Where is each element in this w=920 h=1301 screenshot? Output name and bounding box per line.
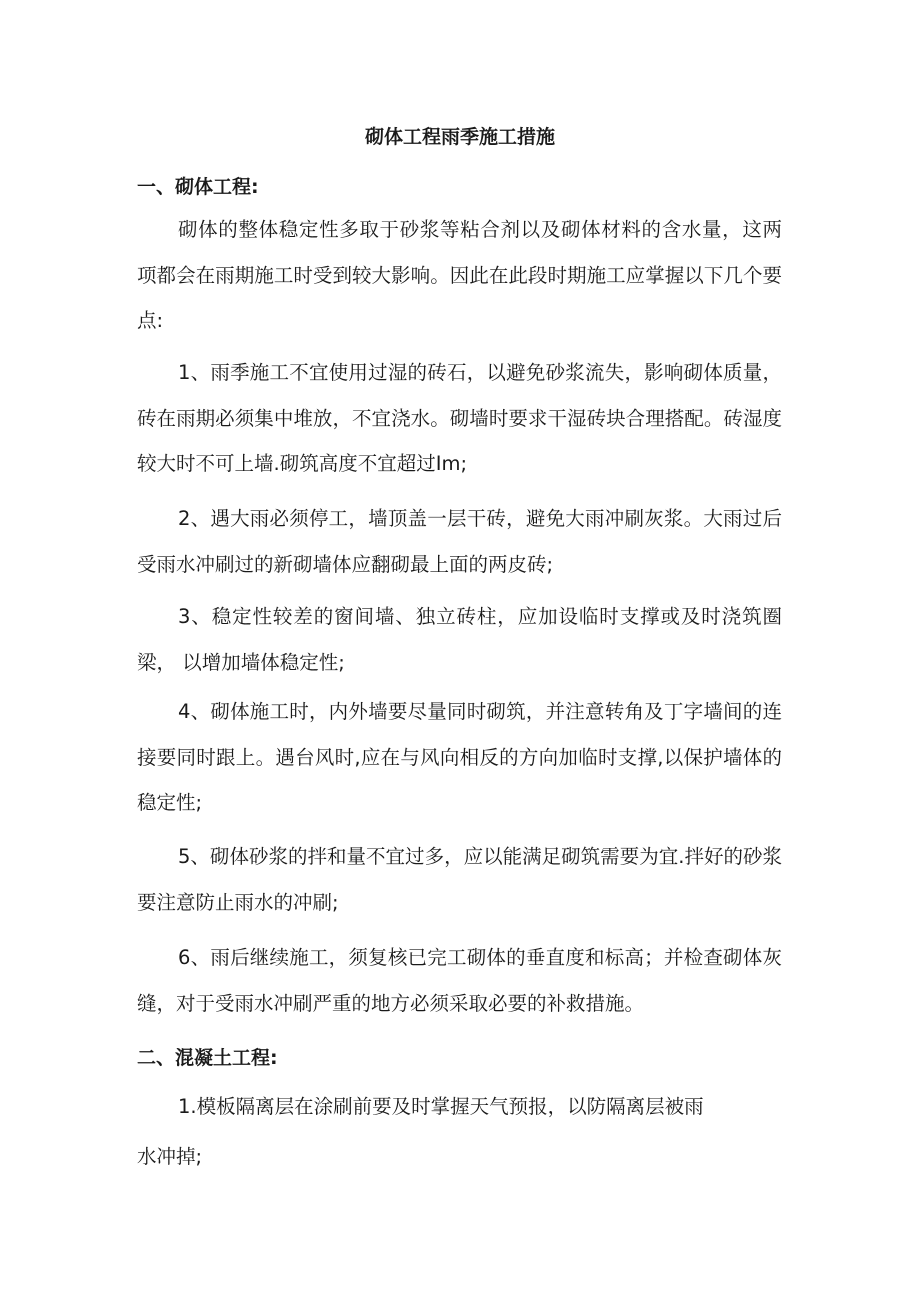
section-heading-concrete: 二、混凝土工程:: [137, 1047, 278, 1069]
section-heading-masonry: 一、砌体工程:: [137, 176, 259, 198]
list-item-2: 2、遇大雨必须停工，墙顶盖一层干砖，避免大雨冲刷灰浆。大雨过后受雨水冲刷过的新砌墙体应翻砌最上面的两皮砖;: [137, 507, 782, 576]
list-item-3: 3、稳定性较差的窗间墙、独立砖柱，应加设临时支撑或及时浇筑圈梁， 以增加墙体稳定性;: [137, 605, 782, 674]
intro-paragraph: 砌体的整体稳定性多取于砂浆等粘合剂以及砌体材料的含水量，这两项都会在雨期施工时受到较大影响。因此在此段时期施工应掌握以下几个要点:: [137, 218, 782, 332]
list-item-6: 6、雨后继续施工，须复核已完工砌体的垂直度和标高；并检查砌体灰缝，对于受雨水冲刷严重的地方必须采取必要的补救措施。: [137, 946, 782, 1015]
list-item-1: 1、雨季施工不宜使用过湿的砖石，以避免砂浆流失，影响砌体质量，砖在雨期必须集中堆放，不宜浇水。砌墙时要求干湿砖块合理搭配。砖湿度较大时不可上墙.砌筑高度不宜超过Im;: [137, 361, 782, 475]
concrete-item-1-line-1: 1.模板隔离层在涂刷前要及时掌握天气预报，以防隔离层被雨: [178, 1095, 704, 1118]
list-item-5: 5、砌体砂浆的拌和量不宜过多，应以能满足砌筑需要为宜.拌好的砂浆要注意防止雨水的冲刷;: [137, 845, 782, 914]
document-title: 砌体工程雨季施工措施: [364, 126, 555, 148]
list-item-4: 4、砌体施工时，内外墙要尽量同时砌筑，并注意转角及丁字墙间的连接要同时跟上。遇台风时,应在与风向相反的方向加临时支撑,以保护墙体的稳定性;: [137, 700, 782, 814]
concrete-item-1-line-2: 水冲掉;: [137, 1145, 203, 1168]
